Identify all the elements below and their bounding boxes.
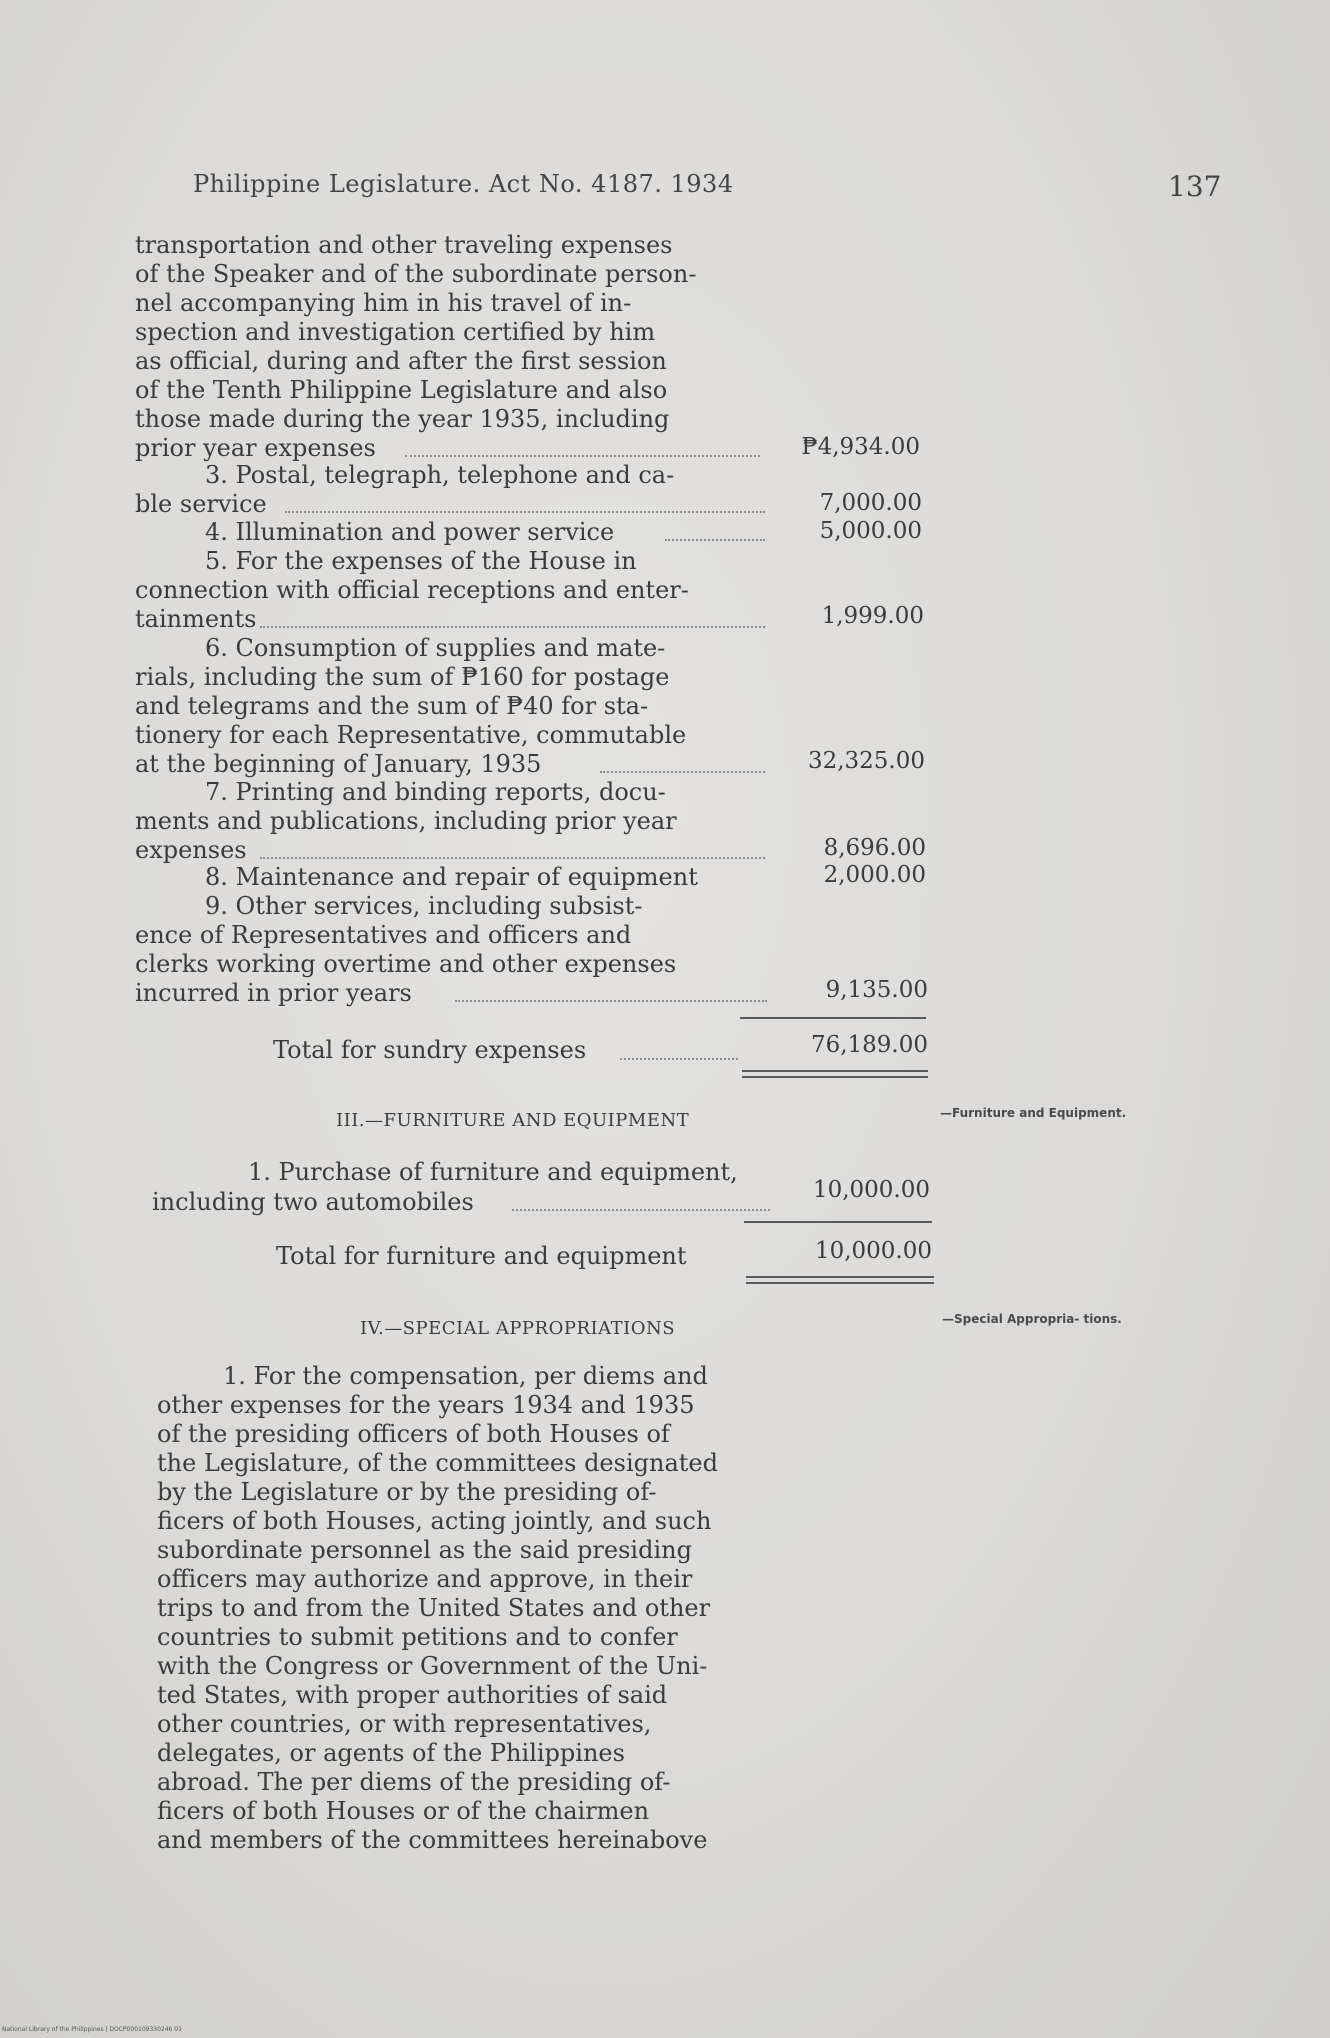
double-rule: [746, 1276, 934, 1284]
section-heading: IV.—SPECIAL APPROPRIATIONS: [360, 1318, 676, 1339]
text-line: ted States, with proper authorities of said: [157, 1681, 668, 1709]
leader-dots: [405, 455, 760, 457]
text-line: prior year expenses: [135, 434, 376, 462]
text-line: the Legislature, of the committees designated: [157, 1449, 718, 1477]
text-line: of the Tenth Philippine Legislature and also: [135, 376, 668, 404]
text-line: other expenses for the years 1934 and 1935: [157, 1391, 695, 1419]
leader-dots: [600, 771, 765, 773]
amount: 8,696.00: [823, 835, 926, 861]
text-line: 1. For the compensation, per diems and: [223, 1362, 708, 1390]
text-line: of the Speaker and of the subordinate person-: [135, 260, 697, 288]
text-line: as official, during and after the first session: [135, 347, 667, 375]
amount: 2,000.00: [823, 862, 926, 888]
total-amount: 10,000.00: [814, 1238, 932, 1264]
running-title: Philippine Legislature. Act No. 4187. 1934: [193, 170, 734, 198]
double-rule: [742, 1070, 928, 1078]
text-line: expenses: [135, 836, 247, 864]
text-line: connection with official receptions and enter-: [135, 576, 689, 604]
text-line: ficers of both Houses or of the chairmen: [157, 1797, 650, 1825]
text-line: abroad. The per diems of the presiding of-: [157, 1768, 671, 1796]
text-line: 8. Maintenance and repair of equipment: [205, 863, 698, 891]
text-line: those made during the year 1935, including: [135, 405, 670, 433]
text-line: nel accompanying him in his travel of in-: [135, 289, 632, 317]
text-line: clerks working overtime and other expenses: [135, 950, 677, 978]
text-line: delegates, or agents of the Philippines: [157, 1739, 625, 1767]
total-amount: 76,189.00: [810, 1032, 928, 1058]
text-line: countries to submit petitions and to confer: [157, 1623, 678, 1651]
leader-dots: [260, 626, 765, 628]
text-line: 6. Consumption of supplies and mate-: [205, 634, 666, 662]
text-line: incurred in prior years: [135, 979, 412, 1007]
leader-dots: [455, 1000, 767, 1002]
amount: 1,999.00: [821, 603, 924, 629]
text-line: spection and investigation certified by him: [135, 318, 656, 346]
text-line: with the Congress or Government of the Uni-: [157, 1652, 708, 1680]
text-line: 9. Other services, including subsist-: [205, 892, 643, 920]
text-line: ficers of both Houses, acting jointly, and such: [157, 1507, 712, 1535]
sum-rule: [744, 1221, 932, 1223]
leader-dots: [620, 1058, 738, 1060]
text-line: other countries, or with representatives,: [157, 1710, 652, 1738]
text-line: ments and publications, including prior year: [135, 807, 677, 835]
text-line: and members of the committees hereinabove: [157, 1826, 708, 1854]
text-line: tionery for each Representative, commutable: [135, 721, 687, 749]
leader-dots: [512, 1209, 770, 1211]
amount: 5,000.00: [819, 518, 922, 544]
text-line: ble service: [135, 490, 267, 518]
text-line: trips to and from the United States and other: [157, 1594, 711, 1622]
text-line: 5. For the expenses of the House in: [205, 547, 637, 575]
text-line: at the beginning of January, 1935: [135, 750, 542, 778]
text-line: 4. Illumination and power service: [205, 518, 615, 546]
sum-rule: [740, 1017, 926, 1019]
leader-dots: [665, 539, 765, 541]
amount: ₱4,934.00: [801, 434, 920, 460]
text-line: 3. Postal, telegraph, telephone and ca-: [205, 461, 675, 489]
text-line: including two automobiles: [152, 1188, 474, 1216]
text-line: 7. Printing and binding reports, docu-: [205, 778, 666, 806]
leader-dots: [260, 857, 765, 859]
text-line: transportation and other traveling expenses: [135, 231, 673, 259]
text-line: 1. Purchase of furniture and equipment,: [248, 1158, 738, 1186]
amount: 7,000.00: [819, 490, 922, 516]
text-line: subordinate personnel as the said presiding: [157, 1536, 692, 1564]
total-label: Total for sundry expenses: [273, 1036, 587, 1064]
margin-note: —Special Appropria- tions.: [942, 1312, 1122, 1326]
text-line: tainments: [135, 605, 257, 633]
page-number: 137: [1168, 170, 1222, 203]
amount: 9,135.00: [825, 977, 928, 1003]
text-line: of the presiding officers of both Houses of: [157, 1420, 670, 1448]
section-heading: III.—FURNITURE AND EQUIPMENT: [336, 1110, 690, 1131]
margin-note: —Furniture and Equipment.: [940, 1106, 1127, 1120]
text-line: and telegrams and the sum of ₱40 for sta-: [135, 692, 649, 720]
leader-dots: [285, 511, 765, 513]
total-label: Total for furniture and equipment: [276, 1242, 687, 1270]
text-line: by the Legislature or by the presiding of-: [157, 1478, 657, 1506]
scan-credit: National Library of the Philippines | DOCP000109330246 01: [2, 2026, 182, 2033]
amount: 10,000.00: [812, 1177, 930, 1203]
text-line: officers may authorize and approve, in their: [157, 1565, 693, 1593]
amount: 32,325.00: [807, 748, 925, 774]
text-line: rials, including the sum of ₱160 for postage: [135, 663, 670, 691]
text-line: ence of Representatives and officers and: [135, 921, 632, 949]
